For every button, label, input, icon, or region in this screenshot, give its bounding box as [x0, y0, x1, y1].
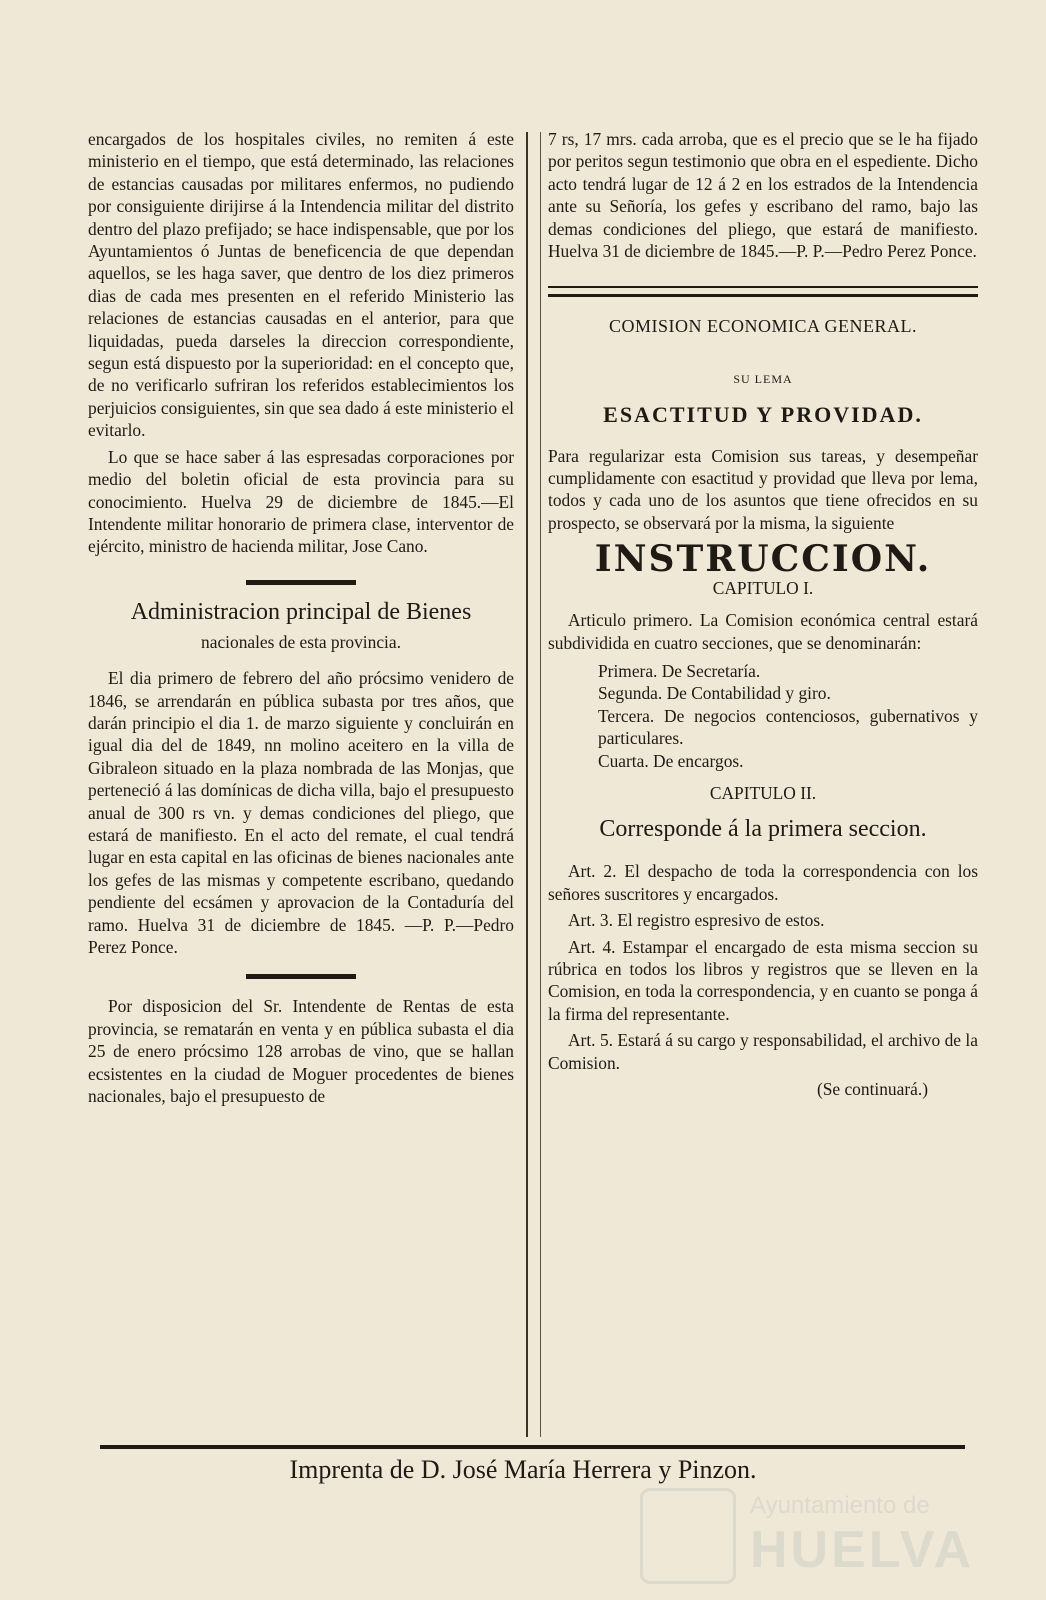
to-be-continued: (Se continuará.): [816, 1079, 928, 1099]
right-column: [548, 128, 978, 1100]
article-3: Art. 3. El registro espresivo de estos.: [568, 910, 825, 931]
left-column: [88, 128, 514, 1111]
bienes-subheading: nacionales de esta provincia.: [201, 631, 401, 652]
wine-auction-continuation: 7 rs, 17 mrs. cada arroba, que es el precio que se le ha fijado por peritos segun testimonio que obra en el espediente. Dicho acto tendrá lugar de 12 á 2 en los estrados de la Intendencia ante su Señoría, los gefes y escribano del ramo, bajo las demas condiciones del pliego, que estará de manifiesto. Huelva 31 de diciembre de 1845.—P. P.—Pedro Perez Ponce.: [548, 129, 978, 262]
watermark-line2: HUELVA: [750, 1521, 975, 1579]
city-seal-icon: [640, 1488, 736, 1584]
molino-auction-paragraph: El dia primero de febrero del año prócsimo venidero de 1846, se arrendarán en pública subasta por tres años, que darán principio el dia 1. de marzo siguiente y concluirán en igual dia del de 1849, nn molino aceitero en la villa de Gibraleon situado en la plaza nombrada de las Monjas, que perteneció á las domínicas de dicha villa, bajo el presupuesto anual de 300 rs vn. y demas condiciones del pliego, que estará de manifiesto. En el acto del remate, el cual tendrá lugar en esta capital en las oficinas de bienes nacionales ante los gefes de las mismas y competente escribano, quedando pendiente del ecsámen y aprovacion de la Contaduría del ramo. Huelva 31 de diciembre de 1845. —P. P.—Pedro Perez Ponce.: [88, 668, 514, 957]
hospital-notice-paragraph: encargados de los hospitales civiles, no remiten á este ministerio en el tiempo, que está determinado, las relaciones de estancias causadas por militares enfermos, no pudiendo por consiguiente dirijirse á la Intendencia militar del distrito dentro del plazo prefijado; se hace indispensable, que por los Ayuntamientos ó Juntas de beneficencia de que dependan aquellos, se les haga saver, que dentro de los diez primeros dias de cada mes presenten en el referido Ministerio las relaciones de estancias causadas en el anterior, para que liquidadas, pueda darseles la direccion correspondiente, segun está dispuesto por la superioridad: en el concepto que, de no verificarlo sufriran los referidos establecimientos los perjuicios consiguientes, sin que sea dado á este ministerio el evitarlo.: [88, 129, 514, 441]
column-divider-inner: [540, 132, 541, 1437]
archive-watermark: [640, 1478, 1020, 1578]
double-rule: [548, 286, 978, 297]
section-rule: [246, 974, 356, 979]
chapter-1-title: CAPITULO I.: [712, 577, 814, 598]
wine-auction-paragraph: Por disposicion del Sr. Intendente de Rentas de esta provincia, se rematarán en venta y en pública subasta el dia 25 de enero prócsimo 128 arrobas de vino, que se hallan ecsistentes en la ciudad de Moguer procedentes de bienes nacionales, bajo el presupuesto de: [88, 996, 514, 1107]
lema-label: SU LEMA: [733, 371, 793, 386]
section-item: Cuarta. De encargos.: [598, 750, 744, 771]
watermark-line1: Ayuntamiento de: [750, 1492, 930, 1519]
instruction-title: INSTRUCCION.: [594, 538, 932, 581]
article-2: Art. 2. El despacho de toda la correspondencia con los señores suscritores y encargados.: [548, 861, 978, 904]
article-4: Art. 4. Estampar el encargado de esta misma seccion su rúbrica en todos los libros y registros que se lleven en la Comision, en toda la correspondencia, y en cuanto se ponga á la firma del representante.: [548, 936, 978, 1024]
section-item: Tercera. De negocios contenciosos, gubernativos y particulares.: [598, 705, 978, 749]
bienes-heading: Administracion principal de Bienes: [130, 598, 472, 625]
article-1: Articulo primero. La Comision económica central estará subdividida en cuatro secciones, que se denominarán:: [548, 610, 978, 653]
section-item: Segunda. De Contabilidad y giro.: [598, 683, 831, 704]
commission-title: COMISION ECONOMICA GENERAL.: [608, 316, 917, 337]
footer-rule: [100, 1445, 965, 1449]
hospital-notice-closing: Lo que se hace saber á las espresadas corporaciones por medio del boletin oficial de esta provincia para su conocimiento. Huelva 29 de diciembre de 1845.—El Intendente militar honorario de primera clase, interventor de ejército, ministro de hacienda militar, Jose Cano.: [88, 446, 514, 557]
section-rule: [246, 580, 356, 585]
motto: ESACTITUD Y PROVIDAD.: [603, 402, 923, 428]
column-divider: [526, 132, 528, 1437]
article-5: Art. 5. Estará á su cargo y responsabilidad, el archivo de la Comision.: [548, 1030, 978, 1073]
first-section-heading: Corresponde á la primera seccion.: [599, 816, 927, 843]
printer-imprint: Imprenta de D. José María Herrera y Pinzon.: [289, 1455, 757, 1484]
sections-list: [598, 660, 978, 772]
chapter-2-title: CAPITULO II.: [709, 782, 817, 803]
instruction-intro: Para regularizar esta Comision sus tareas, y desempeñar cumplidamente con esactitud y providad que lleva por lema, todos y cada uno de los asuntos que tiene ofrecidos en su prospecto, se observará por la misma, la siguiente: [548, 445, 978, 533]
section-item: Primera. De Secretaría.: [598, 660, 761, 681]
